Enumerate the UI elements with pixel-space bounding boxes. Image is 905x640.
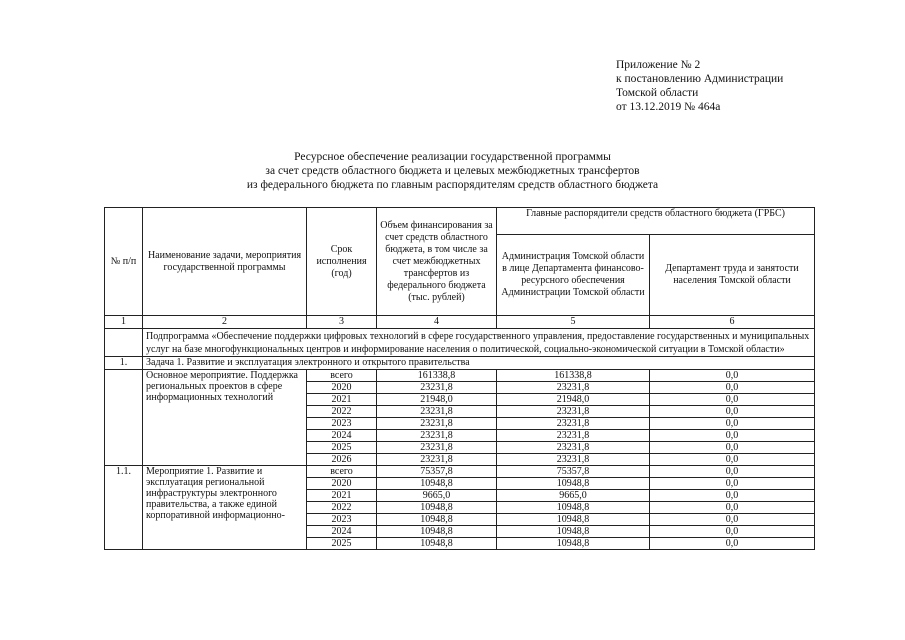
appendix-line: от 13.12.2019 № 464а: [616, 101, 721, 113]
header-period: Срок исполнения (год): [307, 208, 377, 316]
period-cell: 2022: [307, 406, 377, 418]
labor-cell: 0,0: [650, 490, 815, 502]
labor-cell: 0,0: [650, 406, 815, 418]
title-line: из федерального бюджета по главным распорядителям средств областного бюджета: [246, 179, 659, 191]
labor-cell: 0,0: [650, 454, 815, 466]
volume-cell: 10948,8: [377, 538, 497, 550]
period-cell: 2023: [307, 418, 377, 430]
admin-cell: 23231,8: [497, 442, 650, 454]
appendix-line: к постановлению Администрации: [616, 73, 784, 85]
volume-cell: 23231,8: [377, 406, 497, 418]
admin-cell: 10948,8: [497, 514, 650, 526]
labor-cell: 0,0: [650, 538, 815, 550]
labor-cell: 0,0: [650, 478, 815, 490]
volume-cell: 10948,8: [377, 478, 497, 490]
document-title: [0, 150, 905, 192]
col-number: 2: [143, 316, 307, 329]
col-number: 1: [105, 316, 143, 329]
admin-cell: 23231,8: [497, 454, 650, 466]
volume-cell: 23231,8: [377, 442, 497, 454]
appendix-line: Приложение № 2: [616, 59, 701, 71]
admin-cell: 23231,8: [497, 418, 650, 430]
subprogram-text: Подпрограмма «Обеспечение поддержки цифровых технологий в сфере государственного управления, предоставление государственных и муниципальных услуг на базе многофункциональных центров и информирование населения о политической, социально-экономической ситуации в Томской области»: [143, 329, 815, 357]
header-labor: Департамент труда и занятости населения Томской области: [650, 235, 815, 316]
labor-cell: 0,0: [650, 502, 815, 514]
admin-cell: 10948,8: [497, 538, 650, 550]
period-cell: 2021: [307, 490, 377, 502]
period-cell: 2020: [307, 382, 377, 394]
labor-cell: 0,0: [650, 442, 815, 454]
admin-cell: 23231,8: [497, 406, 650, 418]
admin-cell: 10948,8: [497, 502, 650, 514]
row-number: 1.1.: [105, 466, 143, 550]
volume-cell: 23231,8: [377, 454, 497, 466]
volume-cell: 10948,8: [377, 526, 497, 538]
column-numbers-row: [105, 316, 815, 329]
volume-cell: 10948,8: [377, 514, 497, 526]
col-number: 6: [650, 316, 815, 329]
header-volume: Объем финансирования за счет средств областного бюджета, в том числе за счет межбюджетных трансфертов из федерального бюджета (тыс. рублей): [377, 208, 497, 316]
activity-name: Основное мероприятие. Поддержка региональных проектов в сфере информационных технологий: [143, 370, 307, 466]
period-cell: 2025: [307, 538, 377, 550]
task-text: Задача 1. Развитие и эксплуатация электронного и открытого правительства: [143, 357, 815, 370]
table-row: [105, 466, 815, 478]
admin-cell: 161338,8: [497, 370, 650, 382]
period-cell: 2021: [307, 394, 377, 406]
admin-cell: 9665,0: [497, 490, 650, 502]
volume-cell: 23231,8: [377, 418, 497, 430]
volume-cell: 23231,8: [377, 430, 497, 442]
labor-cell: 0,0: [650, 526, 815, 538]
header-admin: Администрация Томской области в лице Департамента финансово-ресурсного обеспечения Администрации Томской области: [497, 235, 650, 316]
period-cell: 2023: [307, 514, 377, 526]
labor-cell: 0,0: [650, 430, 815, 442]
volume-cell: 161338,8: [377, 370, 497, 382]
activity-name: Мероприятие 1. Развитие и эксплуатация региональной инфраструктуры электронного правительства, а также единой корпоративной информационно-: [143, 466, 307, 550]
task-num: 1.: [105, 357, 143, 370]
period-cell: 2020: [307, 478, 377, 490]
admin-cell: 10948,8: [497, 526, 650, 538]
subprogram-row: [105, 329, 815, 357]
title-line: за счет средств областного бюджета и целевых межбюджетных трансфертов: [265, 165, 640, 177]
appendix-note: [616, 58, 783, 114]
table-row: [105, 370, 815, 382]
admin-cell: 10948,8: [497, 478, 650, 490]
header-grbs: Главные распорядители средств областного бюджета (ГРБС): [497, 208, 815, 235]
col-number: 5: [497, 316, 650, 329]
period-cell: всего: [307, 370, 377, 382]
admin-cell: 75357,8: [497, 466, 650, 478]
header-name: Наименование задачи, мероприятия государственной программы: [143, 208, 307, 316]
period-cell: 2024: [307, 430, 377, 442]
appendix-line: Томской области: [616, 87, 699, 99]
labor-cell: 0,0: [650, 370, 815, 382]
period-cell: всего: [307, 466, 377, 478]
labor-cell: 0,0: [650, 394, 815, 406]
row-number: [105, 370, 143, 466]
period-cell: 2022: [307, 502, 377, 514]
period-cell: 2024: [307, 526, 377, 538]
volume-cell: 23231,8: [377, 382, 497, 394]
volume-cell: 10948,8: [377, 502, 497, 514]
period-cell: 2025: [307, 442, 377, 454]
labor-cell: 0,0: [650, 382, 815, 394]
period-cell: 2026: [307, 454, 377, 466]
col-number: 3: [307, 316, 377, 329]
col-number: 4: [377, 316, 497, 329]
volume-cell: 9665,0: [377, 490, 497, 502]
resource-table: [104, 207, 815, 550]
header-num: № п/п: [105, 208, 143, 316]
labor-cell: 0,0: [650, 418, 815, 430]
volume-cell: 75357,8: [377, 466, 497, 478]
labor-cell: 0,0: [650, 466, 815, 478]
admin-cell: 23231,8: [497, 430, 650, 442]
subprogram-num-cell: [105, 329, 143, 357]
labor-cell: 0,0: [650, 514, 815, 526]
admin-cell: 21948,0: [497, 394, 650, 406]
admin-cell: 23231,8: [497, 382, 650, 394]
title-line: Ресурсное обеспечение реализации государственной программы: [294, 151, 611, 163]
task-row: [105, 357, 815, 370]
volume-cell: 21948,0: [377, 394, 497, 406]
